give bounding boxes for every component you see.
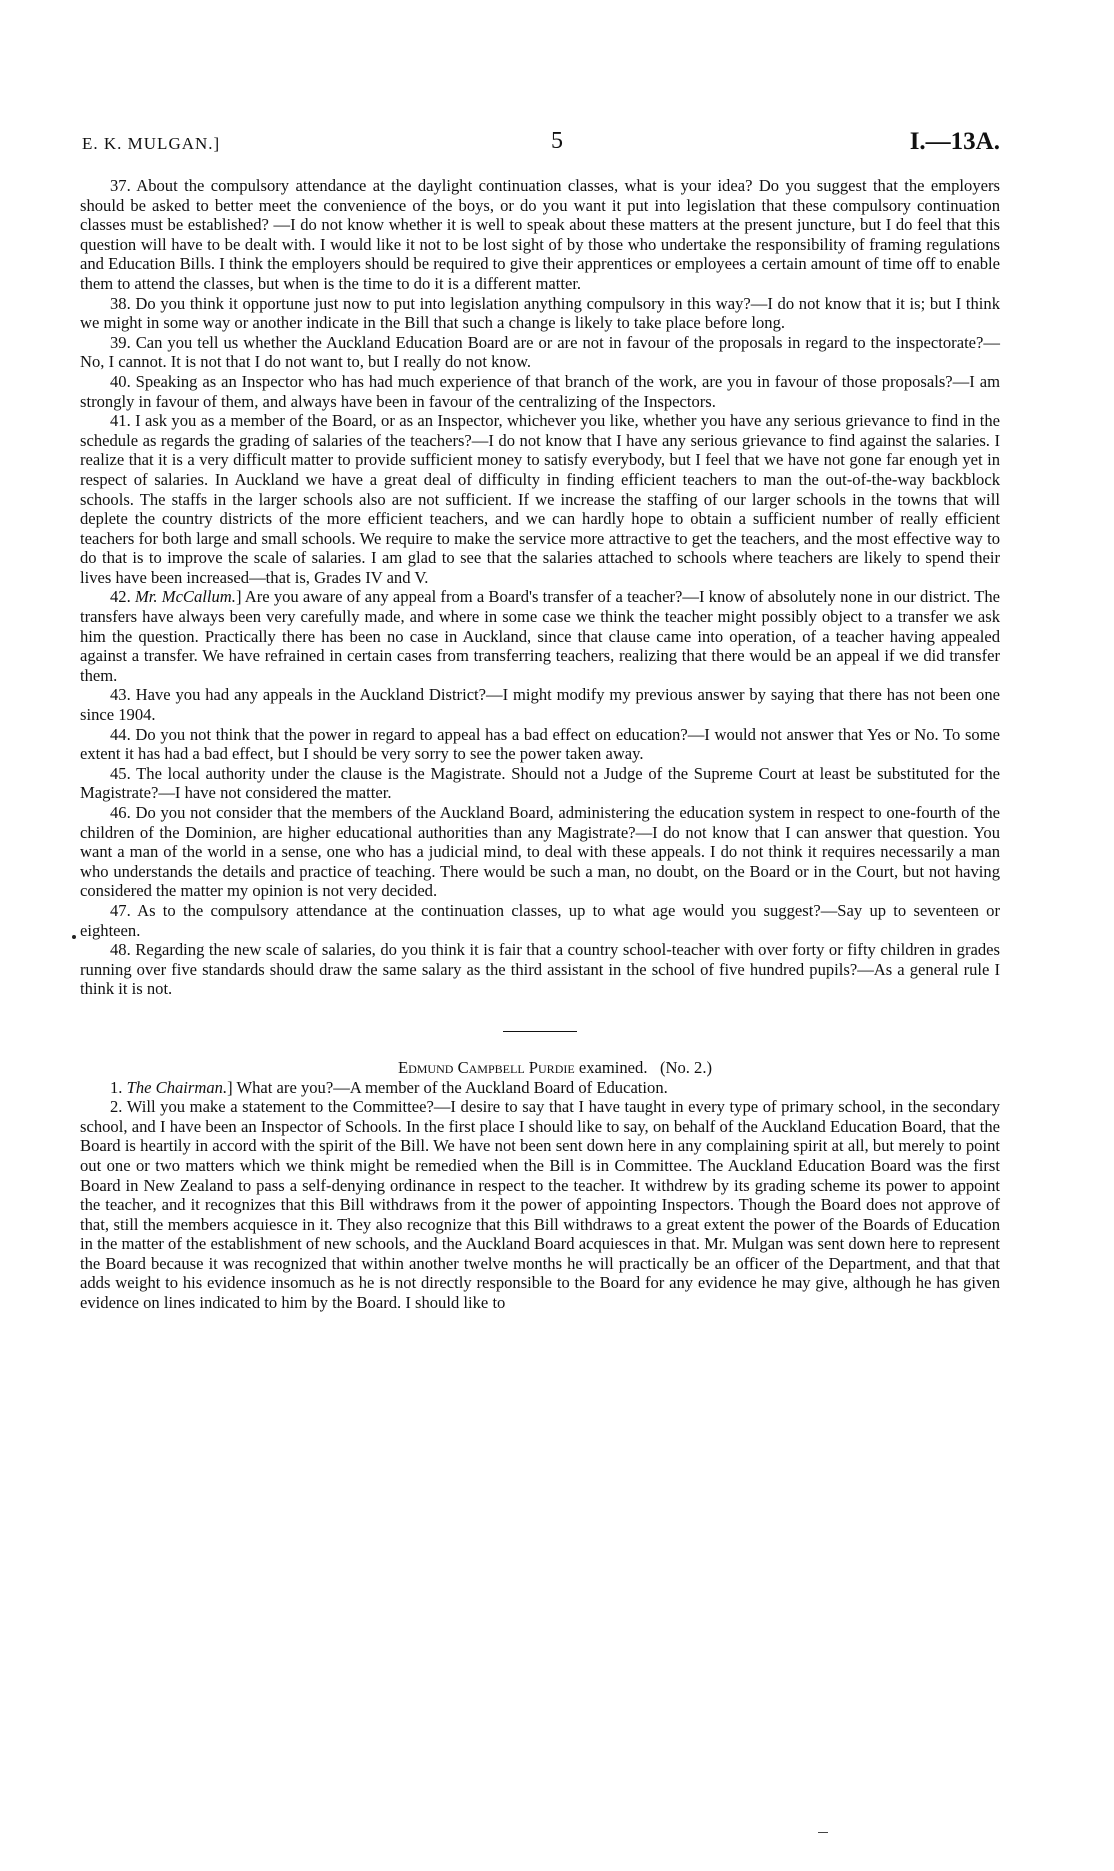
paragraph-2: 2. Will you make a statement to the Committee?—I desire to say that I have taught in every type of primary school, in the secondary school, and I have been an Inspector of Schools. In the first place I should like to say, on behalf of the Auckland Education Board, that the Board is heartily in accord with the spirit of the Bill. We have not been sent down here in any complaining spirit at all, but merely to point out one or two matters which we think might be remedied when the Bill is in Committee. The Auckland Education Board was the first Board in New Zealand to pass a self-denying ordinance in respect to the teacher. It withdrew by its grading scheme its power to appoint the teacher, and it recognizes that this Bill withdraws from it the power of appointing Inspectors. Though the Board does not approve of that, still the members acquiesce in it. They also recognize that this Bill withdraws to a great extent the power of the Boards of Education in the matter of the establishment of new schools, and the Auckland Board acquiesces in that. Mr. Mulgan was sent down here to represent the Board because it was recognized that within another twelve months he will practically be an officer of the Department, and that that adds weight to his evidence insomuch as he is not directly responsible to the Board for any evidence he may give, although he has given evidence on lines indicated to him by the Board. I should like to — [80, 1097, 1000, 1313]
section-divider — [503, 1031, 577, 1032]
margin-mark — [72, 935, 76, 939]
header-witness: E. K. MULGAN.] — [82, 134, 221, 153]
paragraph-47: 47. As to the compulsory attendance at the continuation classes, up to what age would you suggest?—Say up to seventeen or eighteen. — [80, 900, 1000, 940]
paragraph-44: 44. Do you not think that the power in regard to appeal has a bad effect on education?—I would not answer that Yes or No. To some extent it has had a bad effect, but I should be very sorry to see the power taken away. — [80, 724, 1000, 764]
paragraph-1-speaker: The Chairman. — [126, 1077, 228, 1097]
paragraph-39: 39. Can you tell us whether the Auckland Education Board are or are not in favour of the proposals in regard to the inspectorate?—No, I cannot. It is not that I do not want to, but I really do not know. — [80, 332, 1000, 372]
witness-note: examined. — [578, 1057, 648, 1077]
paragraph-41: 41. I ask you as a member of the Board, or as an Inspector, whichever you like, whether you have any serious grievance to find in the schedule as regards the grading of salaries of the teachers?—I do not know that I have any serious grievance to find against the salaries. I realize that it is a very difficult matter to provide sufficient money to satisfy everybody, but I feel that we have not gone far enough yet in respect of salaries. In Auckland we have a great deal of difficulty in finding efficient teachers to man the out-of-the-way backblock schools. The staffs in the larger schools also are not sufficient. If we increase the staffing of our larger schools in the towns that will deplete the country districts of the more efficient teachers, and we can hardly hope to obtain a sufficient number of really efficient teachers for both large and small schools. We require to make the service more attractive to get the teachers, and the most effective way to do that is to improve the scale of salaries. I am glad to see that the salaries attached to schools where teachers are likely to spend their lives have been increased—that is, Grades IV and V. — [80, 411, 1000, 587]
document-body — [80, 176, 1000, 1313]
paragraph-1-text: ] What are you?—A member of the Auckland Board of Education. — [227, 1077, 668, 1097]
document-reference: I.—13A. — [909, 128, 1000, 155]
witness-name: Edmund Campbell Purdie — [397, 1057, 575, 1077]
paragraph-1 — [80, 1078, 1000, 1098]
page-number: 5 — [551, 128, 563, 154]
paragraph-1-number: 1. — [110, 1077, 127, 1097]
paragraph-42 — [80, 587, 1000, 685]
paragraph-45: 45. The local authority under the clause is the Magistrate. Should not a Judge of the Supreme Court at least be substituted for the Magistrate?—I have not considered the matter. — [80, 763, 1000, 803]
paragraph-46: 46. Do you not consider that the members of the Auckland Board, administering the education system in respect to one-fourth of the children of the Dominion, are higher educational authorities than any Magistrate?—I do not know that I can answer that question. You want a man of the world in a sense, one who has a judicial mind, to deal with these appeals. I do not think it requires necessarily a man who understands the details and practice of teaching. There would be such a man, no doubt, on the Board or in the Court, but not having considered the matter my opinion is not very decided. — [80, 803, 1000, 901]
paragraph-42-number: 42. — [110, 587, 135, 607]
paragraph-37: 37. About the compulsory attendance at the daylight continuation classes, what is your idea? Do you suggest that the employers should be asked to better meet the convenience of the boys, or do you want it put into legislation that these compulsory continuation classes must be established? —I do not know whether it is well to speak about these matters at the present juncture, but I do feel that this question will have to be dealt with. I would like it not to be lost sight of by those who undertake the responsibility of framing regulations and Education Bills. I think the employers should be required to give their apprentices or employees a certain amount of time off to enable them to attend the classes, but when is the time to do it is a different matter. — [80, 176, 1000, 293]
witness-number: (No. 2.) — [659, 1057, 713, 1077]
paragraph-48: 48. Regarding the new scale of salaries, do you think it is fair that a country school-teacher with over forty or fifty children in grades running over five standards should draw the same salary as the third assistant in the school of five hundred pupils?—As a general rule I think it is not. — [80, 940, 1000, 999]
paragraph-42-text: ] Are you aware of any appeal from a Board's transfer of a teacher?—I know of absolutely none in our district. The transfers have always been very carefully made, and where in some case we think the teacher might possibly object to a transfer we ask him the question. Practically there has been no case in Auckland, since that clause came into operation, of a teacher having appealed against a transfer. We have refrained in certain cases from transferring teachers, realizing that there would be an appeal if we did transfer them. — [80, 587, 1000, 685]
paragraph-40: 40. Speaking as an Inspector who has had much experience of that branch of the work, are you in favour of those proposals?—I am strongly in favour of them, and always have been in favour of the centralizing of the Inspectors. — [80, 371, 1000, 411]
page-header — [0, 128, 1114, 158]
witness-heading — [80, 1058, 1000, 1078]
paragraph-42-speaker: Mr. McCallum. — [134, 587, 236, 607]
paragraph-43: 43. Have you had any appeals in the Auckland District?—I might modify my previous answer by saying that there has not been one since 1904. — [80, 685, 1000, 725]
paragraph-38: 38. Do you think it opportune just now to put into legislation anything compulsory in this way?—I do not know that it is; but I think we might in some way or another indicate in the Bill that such a change is likely to take place before long. — [80, 293, 1000, 333]
footer-mark — [818, 1832, 828, 1833]
